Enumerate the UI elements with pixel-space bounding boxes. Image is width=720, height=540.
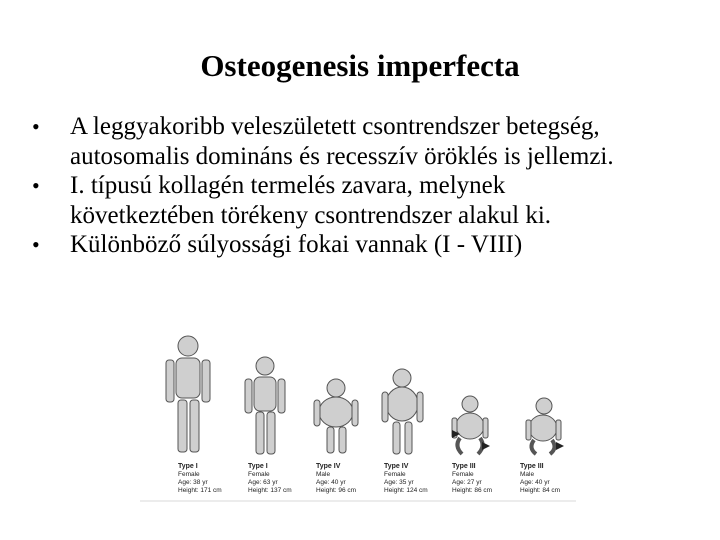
bullet-marker: • [32,173,40,198]
svg-text:Age: 63 yr: Age: 63 yr [248,479,278,486]
svg-text:Type III: Type III [452,463,476,470]
svg-text:Female: Female [248,471,270,478]
svg-text:Age: 35 yr: Age: 35 yr [384,479,414,486]
svg-text:Height: 86 cm: Height: 86 cm [452,487,493,494]
svg-text:Height: 84 cm: Height: 84 cm [520,487,561,494]
svg-text:Height: 171 cm: Height: 171 cm [178,487,222,494]
bullet-marker: • [32,114,40,139]
svg-text:Height: 96 cm: Height: 96 cm [316,487,357,494]
svg-text:Female: Female [178,471,200,478]
svg-text:Height: 124 cm: Height: 124 cm [384,487,428,494]
bullet-marker: • [32,232,40,257]
svg-text:Female: Female [384,471,406,478]
bullet-item [30,230,710,260]
svg-text:Type III: Type III [520,463,544,470]
bullet-line: következtében törékeny csontrendszer alakul ki. [70,201,552,229]
skeleton-comparison-figure [140,330,576,502]
bullet-item [30,112,710,171]
svg-text:Type IV: Type IV [384,463,409,470]
bullet-line: autosomalis domináns és recesszív öröklés is jellemzi. [70,142,614,170]
svg-text:Male: Male [520,471,535,478]
svg-text:Male: Male [316,471,331,478]
svg-text:Age: 38 yr: Age: 38 yr [178,479,208,486]
svg-text:Age: 40 yr: Age: 40 yr [520,479,550,486]
bullet-line: Különböző súlyossági fokai vannak (I - VIII) [70,231,523,258]
slide-title: Osteogenesis imperfecta [200,48,520,83]
bullet-line: I. típusú kollagén termelés zavara, melynek [70,172,506,199]
svg-text:Type IV: Type IV [316,463,341,470]
bullet-list [30,112,710,260]
svg-text:Type I: Type I [248,463,268,470]
svg-text:Age: 27 yr: Age: 27 yr [452,479,482,486]
svg-text:Height: 137 cm: Height: 137 cm [248,487,292,494]
bullet-line: A leggyakoribb veleszületett csontrendszer betegség, [70,113,600,140]
svg-text:Type I: Type I [178,463,198,470]
svg-text:Age: 40 yr: Age: 40 yr [316,479,346,486]
bullet-item [30,171,710,230]
svg-text:Female: Female [452,471,474,478]
